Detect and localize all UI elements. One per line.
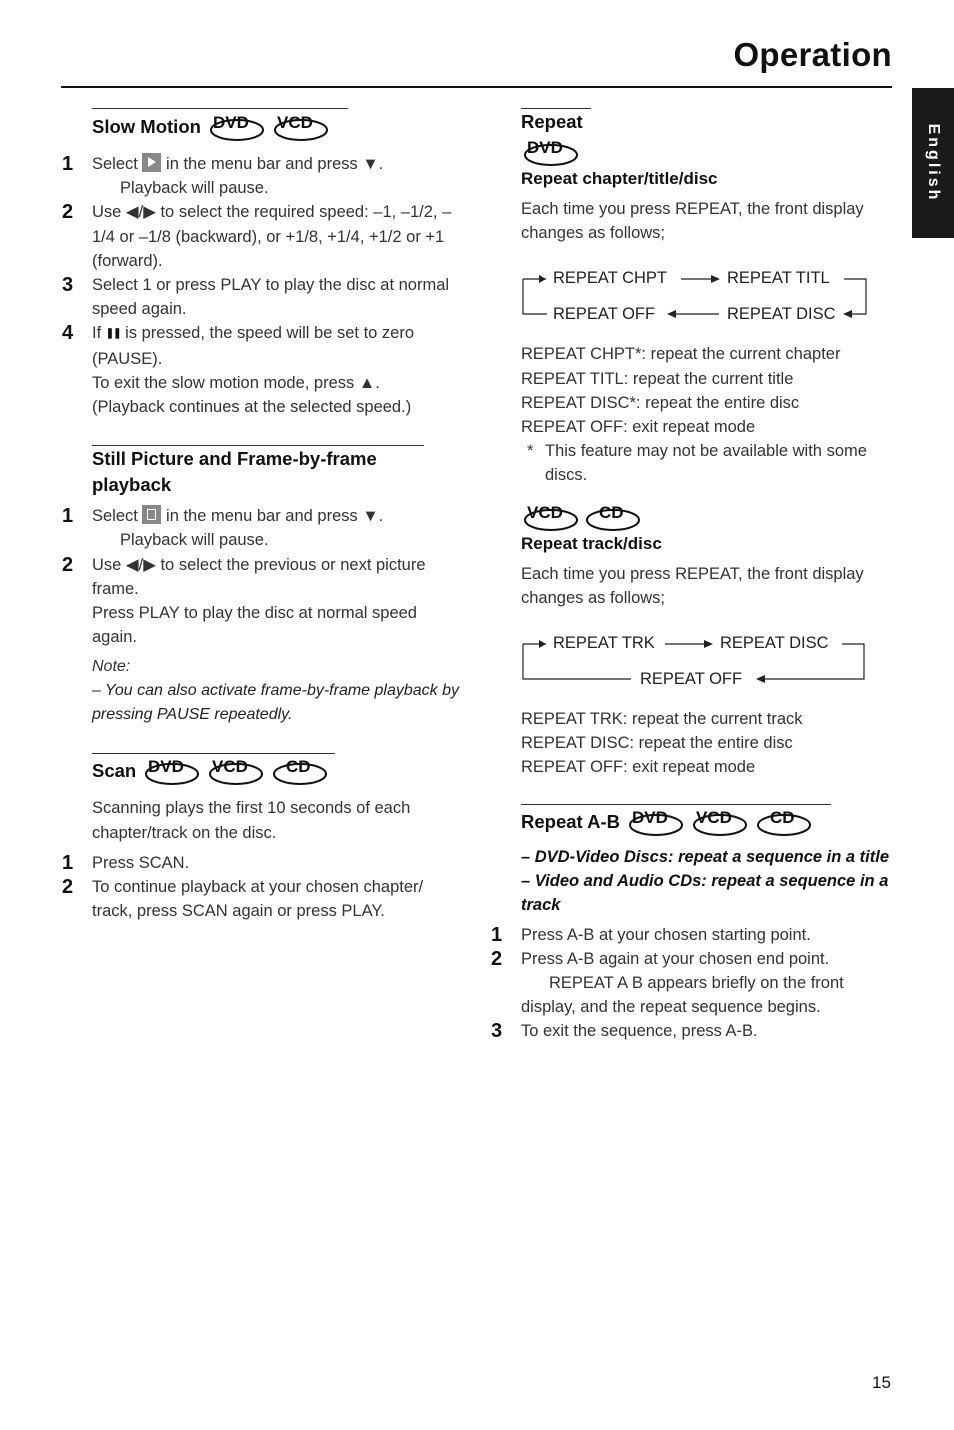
scan-step-2 bbox=[62, 875, 464, 923]
definition-line: REPEAT DISC: repeat the entire disc bbox=[521, 734, 793, 753]
slow-motion-step-1 bbox=[62, 152, 464, 200]
flow-repeat-disc: REPEAT DISC bbox=[727, 305, 836, 324]
step-number: 3 bbox=[491, 1020, 503, 1043]
repeat-ab-step-2 bbox=[491, 947, 892, 1020]
page-title: Operation bbox=[733, 36, 892, 73]
step-text: Use ◀/▶ to select the previous or next picture frame. bbox=[92, 555, 426, 598]
left-column bbox=[62, 108, 464, 923]
title-rule bbox=[61, 86, 892, 88]
vcd-badge-label: VCD bbox=[212, 757, 249, 777]
step-text: Select bbox=[92, 507, 138, 526]
scan-heading-text: Scan bbox=[92, 760, 137, 782]
repeat-ab-heading-text: Repeat A-B bbox=[521, 810, 621, 832]
repeat-ab-step-3 bbox=[491, 1019, 892, 1043]
slow-motion-step-2 bbox=[62, 200, 464, 273]
page-number: 15 bbox=[872, 1373, 891, 1392]
step-number: 1 bbox=[491, 923, 503, 946]
language-tab-label: English bbox=[925, 123, 942, 203]
language-tab bbox=[912, 88, 954, 238]
step-number: 1 bbox=[62, 153, 74, 175]
repeat-cd-flow-diagram bbox=[521, 624, 892, 699]
scan-section bbox=[92, 753, 335, 786]
vcd-badge-label: VCD bbox=[527, 502, 563, 522]
step-text: in the menu bar and press ▼. bbox=[166, 507, 384, 526]
still-picture-heading: Still Picture and Frame-by-frame playback bbox=[92, 448, 377, 496]
repeat-heading: Repeat bbox=[521, 111, 583, 132]
frame-by-frame-icon bbox=[142, 505, 161, 524]
step-text: Use ◀/▶ to select the required speed: –1, –1/2, –1/4 or –1/8 (backward), or +1/8, +1/4, +1/2 or +1 (forward). bbox=[92, 203, 452, 270]
dvd-disc-icon bbox=[626, 807, 684, 837]
flow-repeat-off: REPEAT OFF bbox=[553, 305, 656, 324]
section-rule bbox=[92, 445, 424, 498]
step-number: 1 bbox=[62, 505, 74, 528]
section-rule bbox=[92, 753, 335, 786]
repeat-ab-bullet: – Video and Audio CDs: repeat a sequence in a track bbox=[521, 871, 889, 914]
step-extra: To exit the slow motion mode, press ▲. bbox=[92, 373, 380, 392]
dvd-badge-label: DVD bbox=[148, 757, 185, 777]
flow-repeat-titl: REPEAT TITL bbox=[727, 269, 830, 288]
dvd-disc-icon bbox=[207, 112, 265, 142]
cd-badge-label: CD bbox=[599, 502, 625, 522]
note-text: – You can also activate frame-by-frame playback by pressing PAUSE repeatedly. bbox=[92, 682, 459, 724]
step-number: 3 bbox=[62, 274, 74, 297]
still-step-2 bbox=[62, 553, 464, 650]
slow-motion-heading bbox=[92, 112, 348, 142]
step-subtext: Playback will pause. bbox=[120, 179, 269, 198]
scan-heading bbox=[92, 756, 335, 786]
definition-line: REPEAT TRK: repeat the current track bbox=[521, 710, 803, 729]
flow-repeat-chpt: REPEAT CHPT bbox=[553, 269, 667, 288]
cd-disc-icon bbox=[270, 756, 328, 786]
step-number: 1 bbox=[62, 851, 74, 874]
definition-line: REPEAT CHPT*: repeat the current chapter bbox=[521, 345, 841, 364]
step-number: 2 bbox=[491, 947, 503, 970]
repeat-cd-definitions bbox=[521, 707, 892, 780]
vcd-badge-label: VCD bbox=[276, 113, 313, 132]
slow-motion-section bbox=[92, 108, 348, 142]
repeat-section bbox=[521, 108, 591, 135]
step-text: Press A-B again at your chosen end point. bbox=[521, 949, 830, 968]
dvd-disc-icon bbox=[521, 137, 579, 167]
section-rule bbox=[521, 108, 591, 135]
note-label: Note: bbox=[92, 658, 131, 676]
scan-intro: Scanning plays the first 10 seconds of each chapter/track on the disc. bbox=[92, 799, 411, 842]
slow-motion-heading-text: Slow Motion bbox=[92, 116, 201, 137]
repeat-cd-subheading: Repeat track/disc bbox=[521, 533, 662, 553]
vcd-disc-icon bbox=[690, 807, 748, 837]
cd-badge-label: CD bbox=[770, 807, 795, 827]
cd-disc-icon bbox=[754, 807, 812, 837]
cd-badge-label: CD bbox=[286, 757, 311, 777]
step-text: is pressed, the speed will be set to zero (PAUSE). bbox=[92, 324, 415, 368]
footnote-text: This feature may not be available with some discs. bbox=[545, 442, 867, 485]
repeat-ab-step-1 bbox=[491, 923, 892, 947]
still-picture-section bbox=[92, 445, 424, 498]
still-step-1 bbox=[62, 504, 464, 552]
flow-repeat-off: REPEAT OFF bbox=[640, 670, 743, 689]
dvd-disc-icon bbox=[142, 756, 200, 786]
pause-icon: ❚❚ bbox=[105, 328, 121, 340]
footnote-mark: * bbox=[527, 442, 534, 461]
definition-line: REPEAT TITL: repeat the current title bbox=[521, 369, 794, 388]
step-number: 2 bbox=[62, 553, 74, 576]
dvd-badge-label: DVD bbox=[212, 113, 249, 132]
footnote bbox=[521, 439, 892, 487]
section-rule bbox=[92, 108, 348, 142]
step-number: 2 bbox=[62, 201, 74, 224]
step-subtext: Playback will pause. bbox=[120, 531, 269, 550]
repeat-dvd-flow-diagram bbox=[521, 259, 892, 334]
scan-step-1 bbox=[62, 851, 464, 875]
step-text: in the menu bar and press ▼. bbox=[166, 155, 384, 173]
vcd-disc-icon bbox=[521, 502, 579, 532]
dvd-badge-label: DVD bbox=[527, 138, 563, 157]
step-subtext: REPEAT A B appears briefly on the front display, and the repeat sequence begins. bbox=[521, 974, 844, 1017]
definition-line: REPEAT DISC*: repeat the entire disc bbox=[521, 393, 800, 412]
step-text: Press SCAN. bbox=[92, 853, 190, 872]
vcd-badge-label: VCD bbox=[696, 807, 732, 827]
repeat-dvd-definitions bbox=[521, 342, 892, 487]
step-text: Press A-B at your chosen starting point. bbox=[521, 925, 811, 944]
step-extra: (Playback continues at the selected speed.) bbox=[92, 398, 412, 417]
vcd-disc-icon bbox=[206, 756, 264, 786]
repeat-ab-section bbox=[521, 804, 831, 837]
step-number: 2 bbox=[62, 876, 74, 899]
step-number: 4 bbox=[62, 322, 74, 345]
repeat-ab-bullet: – DVD-Video Discs: repeat a sequence in a title bbox=[521, 847, 890, 866]
flow-repeat-disc: REPEAT DISC bbox=[720, 634, 829, 653]
step-text: To continue playback at your chosen chapter/ track, press SCAN again or press PLAY. bbox=[92, 878, 424, 921]
cd-disc-icon bbox=[583, 502, 641, 532]
dvd-badge-label: DVD bbox=[632, 807, 668, 827]
definition-line: REPEAT OFF: exit repeat mode bbox=[521, 758, 756, 777]
step-text: To exit the sequence, press A-B. bbox=[521, 1022, 758, 1041]
slow-motion-step-3 bbox=[62, 273, 464, 321]
step-text: Select 1 or press PLAY to play the disc at normal speed again. bbox=[92, 276, 450, 319]
slow-motion-step-4 bbox=[62, 321, 464, 419]
section-rule bbox=[521, 804, 831, 837]
repeat-cd-intro: Each time you press REPEAT, the front display changes as follows; bbox=[521, 564, 864, 607]
definition-line: REPEAT OFF: exit repeat mode bbox=[521, 418, 756, 437]
repeat-dvd-subheading: Repeat chapter/title/disc bbox=[521, 169, 718, 188]
right-column bbox=[491, 108, 892, 1044]
step-text: Select bbox=[92, 155, 138, 173]
slow-motion-play-icon bbox=[142, 153, 161, 172]
repeat-ab-heading bbox=[521, 807, 831, 837]
step-extra: Press PLAY to play the disc at normal speed again. bbox=[92, 604, 417, 647]
repeat-dvd-intro: Each time you press REPEAT, the front display changes as follows; bbox=[521, 200, 864, 243]
step-text: If bbox=[92, 324, 102, 343]
flow-repeat-trk: REPEAT TRK bbox=[553, 634, 655, 653]
vcd-disc-icon bbox=[271, 112, 329, 142]
